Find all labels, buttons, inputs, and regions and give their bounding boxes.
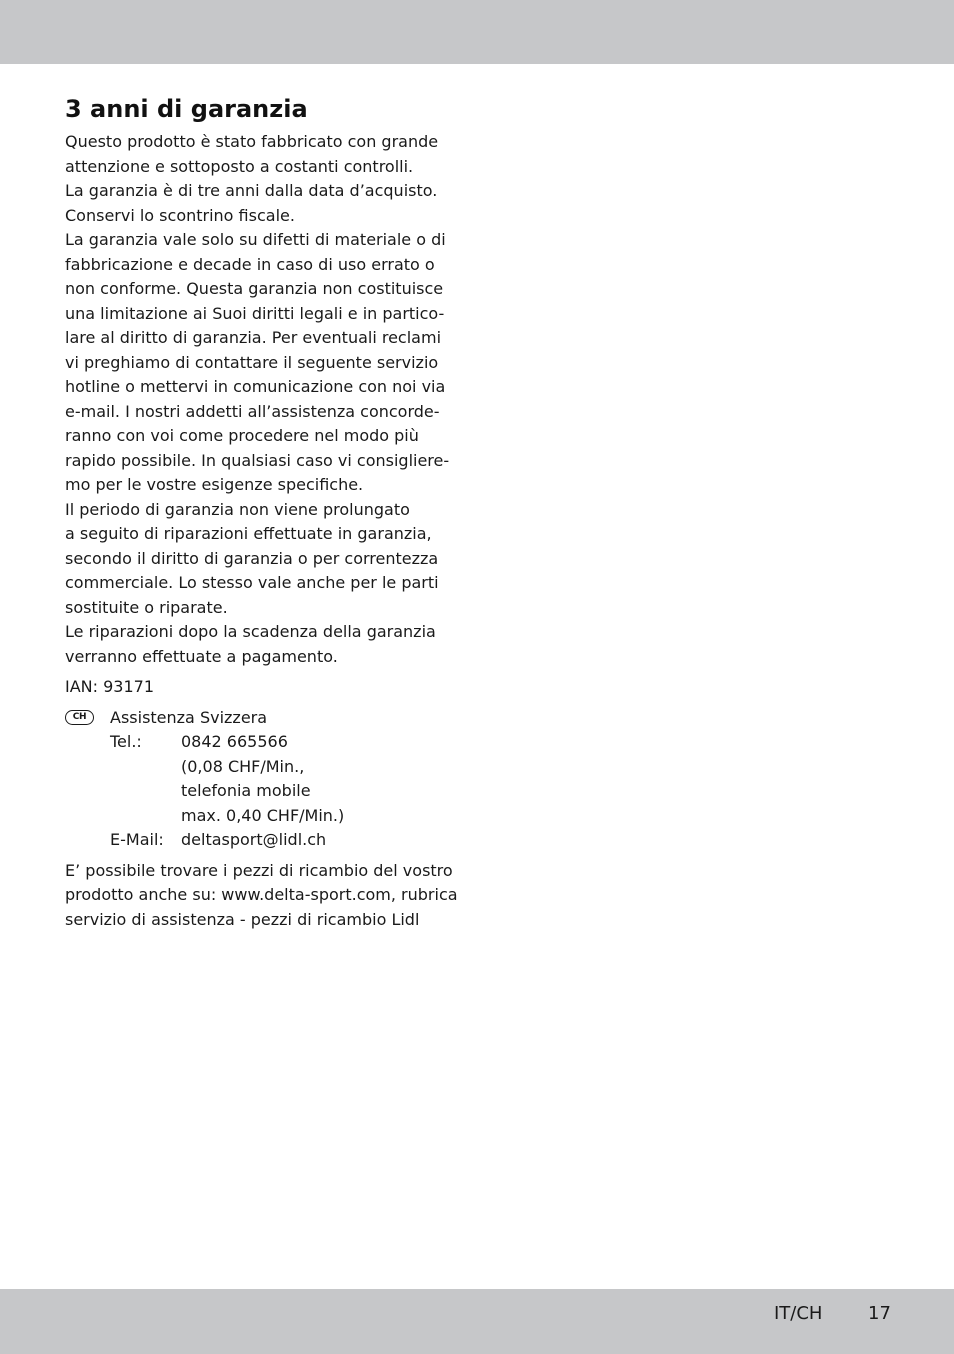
email-label: E-Mail: bbox=[110, 830, 164, 849]
text-line: mo per le vostre esigenze specifiche. bbox=[65, 475, 364, 494]
page-title: 3 anni di garanzia bbox=[65, 95, 308, 123]
text-line: a seguito di riparazioni effettuate in garanzia, bbox=[65, 524, 432, 543]
text-line: fabbricazione e decade in caso di uso errato o bbox=[65, 254, 435, 274]
phone-mobile-rate-row bbox=[110, 804, 465, 829]
ian-number: IAN: 93171 bbox=[65, 677, 155, 696]
service-contact bbox=[65, 706, 465, 853]
text-line: una limitazione ai Suoi diritti legali e in partico- bbox=[65, 303, 445, 323]
warranty-text bbox=[65, 130, 465, 669]
phone-mobile-note: telefonia mobile bbox=[181, 781, 311, 800]
phone-label: Tel.: bbox=[110, 732, 142, 751]
warranty-section bbox=[65, 94, 465, 932]
phone-mobile-rate: max. 0,40 CHF/Min.) bbox=[181, 805, 345, 825]
phone-rate: (0,08 CHF/Min., bbox=[181, 756, 305, 776]
text-line: rapido possibile. In qualsiasi caso vi consigliere- bbox=[65, 450, 450, 470]
text-line: Le riparazioni dopo la scadenza della garanzia bbox=[65, 622, 436, 641]
phone-mobile-row bbox=[110, 779, 465, 804]
text-line: attenzione e sottoposto a costanti controlli. bbox=[65, 156, 414, 176]
text-line: hotline o mettervi in comunicazione con noi via bbox=[65, 377, 446, 396]
phone-rate-row bbox=[110, 755, 465, 780]
text-line: Il periodo di garanzia non viene prolungato bbox=[65, 499, 410, 519]
text-line: La garanzia vale solo su difetti di materiale o di bbox=[65, 230, 446, 249]
contact-heading: Assistenza Svizzera bbox=[110, 707, 268, 727]
text-line: servizio di assistenza - pezzi di ricambio Lidl bbox=[65, 909, 420, 929]
text-line: sostituite o riparate. bbox=[65, 597, 228, 617]
phone-row bbox=[110, 730, 465, 755]
text-line: vi preghiamo di contattare il seguente servizio bbox=[65, 352, 439, 372]
text-line: e-mail. I nostri addetti all’assistenza concorde- bbox=[65, 401, 440, 421]
page-number: 17 bbox=[868, 1303, 891, 1324]
email-address: deltasport@lidl.ch bbox=[181, 830, 327, 849]
header-band bbox=[0, 0, 954, 64]
text-line: prodotto anche su: www.delta-sport.com, rubrica bbox=[65, 885, 458, 904]
spare-parts-note bbox=[65, 859, 465, 933]
text-line: La garanzia è di tre anni dalla data d’acquisto. bbox=[65, 181, 438, 200]
text-line: Questo prodotto è stato fabbricato con grande bbox=[65, 132, 439, 151]
phone-number: 0842 665566 bbox=[181, 732, 288, 751]
text-line: secondo il diritto di garanzia o per correntezza bbox=[65, 548, 439, 568]
text-line: E’ possibile trovare i pezzi di ricambio del vostro bbox=[65, 860, 453, 880]
email-row bbox=[110, 828, 465, 853]
text-line: lare al diritto di garanzia. Per eventuali reclami bbox=[65, 328, 442, 347]
ch-country-icon: CH bbox=[65, 710, 94, 725]
text-line: verranno effettuate a pagamento. bbox=[65, 646, 338, 666]
footer-language: IT/CH bbox=[774, 1303, 823, 1324]
text-line: non conforme. Questa garanzia non costituisce bbox=[65, 279, 444, 298]
text-line: ranno con voi come procedere nel modo più bbox=[65, 426, 419, 445]
text-line: Conservi lo scontrino fiscale. bbox=[65, 205, 295, 225]
text-line: commerciale. Lo stesso vale anche per le parti bbox=[65, 573, 439, 592]
